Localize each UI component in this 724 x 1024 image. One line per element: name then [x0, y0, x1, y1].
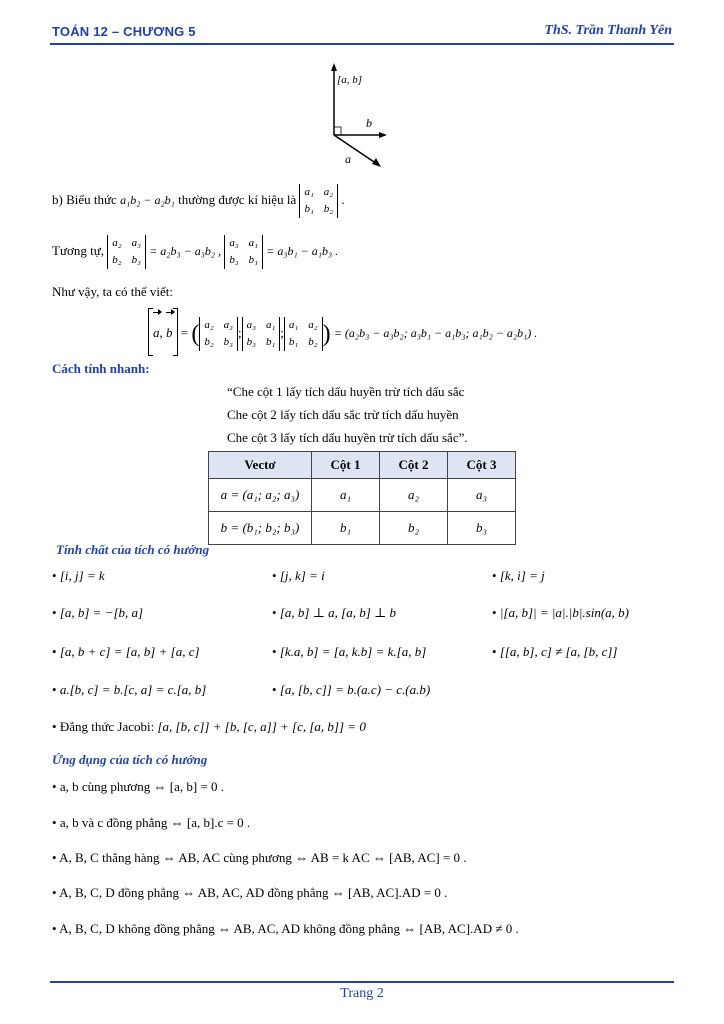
part-b-prefix: b) Biểu thức: [52, 192, 117, 207]
table-cell: b₃: [448, 512, 516, 545]
similar-det-2: a₃ a₁ b₃ b₁: [224, 235, 263, 269]
table-header-cell: Cột 3: [448, 452, 516, 479]
footer-rule: [50, 981, 674, 983]
right-angle-mark: [334, 127, 341, 135]
application-item: • A, B, C, D đồng phẳng ⇔ AB, AC, AD đồng phẳng ⇔ [AB, AC].AD = 0 .: [52, 885, 448, 900]
part-b-middle: thường được kí hiệu là: [178, 192, 297, 207]
property-item: • [k, i] = j: [492, 568, 545, 583]
property-item: • a.[b, c] = b.[c, a] = c.[a, b]: [52, 682, 207, 697]
quick-line-1: “Che cột 1 lấy tích dấu huyền trừ tích dấu sắc: [227, 384, 465, 399]
jacobi-item: • Đẳng thức Jacobi: [a, [b, c]] + [b, [c, a]] + [c, [a, b]] = 0: [52, 719, 366, 734]
similar-prefix: Tương tự,: [52, 243, 105, 258]
a-vector-arrow: [334, 135, 377, 164]
property-item: • [a, b] ⊥ a, [a, b] ⊥ b: [272, 605, 396, 620]
formula-det-3: a₁ a₂ b₁ b₂: [284, 317, 323, 351]
property-item: • [k.a, b] = [a, k.b] = k.[a, b]: [272, 644, 427, 659]
table-cell: a₂: [380, 479, 448, 512]
application-item: • a, b cùng phương ⇔ [a, b] = 0 .: [52, 779, 225, 794]
quick-heading: Cách tính nhanh:: [52, 361, 150, 376]
property-item: • |[a, b]| = |a|.|b|.sin(a, b): [492, 605, 629, 620]
part-b-line: b) Biểu thức a₁b₂ − a₂b₁ thường được kí hiệu là a₁ a₂ b₁ b₂ .: [52, 183, 345, 218]
table-cell: a₁: [312, 479, 380, 512]
figure-label-a: a: [345, 152, 351, 166]
page-number: Trang 2: [340, 986, 384, 1001]
table-header-row: [209, 452, 516, 479]
formula-det-1: a₂ a₃ b₂ b₃: [199, 317, 238, 351]
table-cell: a = (a₁; a₂; a₃): [209, 479, 312, 512]
application-item: • A, B, C thẳng hàng ⇔ AB, AC cùng phương ⇔ AB = k AC ⇔ [AB, AC] = 0 .: [52, 850, 467, 865]
table-row: [209, 512, 516, 545]
cross-arrowhead: [331, 63, 337, 71]
similar-res-1: = a₂b₃ − a₃b₂ ,: [149, 244, 222, 258]
part-b-expr: a₁b₂ − a₂b₁: [120, 193, 175, 207]
quick-line-2: Che cột 2 lấy tích dấu sắc trừ tích dấu huyền: [227, 407, 459, 422]
table-cell: b₂: [380, 512, 448, 545]
table-header-cell: Cột 1: [312, 452, 380, 479]
vector-table: [208, 451, 516, 545]
property-item: • [a, b + c] = [a, b] + [a, c]: [52, 644, 200, 659]
application-item: • A, B, C, D không đồng phẳng ⇔ AB, AC, AD không đồng phẳng ⇔ [AB, AC].AD ≠ 0 .: [52, 921, 519, 936]
a-arrowhead: [372, 158, 381, 167]
table-row: [209, 479, 516, 512]
header-chapter: TOÁN 12 – CHƯƠNG 5: [52, 24, 196, 39]
table-cell: b₁: [312, 512, 380, 545]
property-item: • [a, [b, c]] = b.(a.c) − c.(a.b): [272, 682, 431, 697]
formula-result: = (a₂b₃ − a₃b₂; a₃b₁ − a₁b₃; a₁b₂ − a₂b₁) .: [333, 326, 538, 340]
figure-label-b: b: [366, 116, 372, 130]
similar-det-1: a₂ a₃ b₂ b₃: [107, 235, 146, 269]
similar-line: [52, 234, 338, 269]
header-author: ThS. Trần Thanh Yên: [544, 23, 672, 38]
application-item: • a, b và c đồng phẳng ⇔ [a, b].c = 0 .: [52, 815, 251, 830]
property-item: • [a, b] = −[b, a]: [52, 605, 144, 620]
table-cell: a₃: [448, 479, 516, 512]
applications-heading: Ứng dụng của tích có hướng: [52, 752, 208, 767]
figure-label-cross: [a, b]: [337, 74, 363, 86]
b-arrowhead: [379, 132, 387, 138]
thus-text: Như vậy, ta có thể viết:: [52, 284, 173, 299]
similar-res-2: = a₃b₁ − a₁b₃ .: [266, 244, 339, 258]
quick-line-3: Che cột 3 lấy tích dấu huyền trừ tích dấu sắc”.: [227, 430, 468, 445]
cross-formula: a, b = ( a₂ a₃ b₂ b₃ ; a₃ a₁ b₃ b₁ ; a₁ a₂ b₁ b₂ ) = (a₂b₃ − a₃b₂; a₃b₁ − a₁b₃; a₁b₂ − a₂b₁) .: [148, 310, 537, 354]
property-item: • [i, j] = k: [52, 568, 105, 583]
table-header-cell: Cột 2: [380, 452, 448, 479]
table-cell: b = (b₁; b₂; b₃): [209, 512, 312, 545]
property-item: • [[a, b], c] ≠ [a, [b, c]]: [492, 644, 618, 659]
property-item: • [j, k] = i: [272, 568, 325, 583]
table-header-cell: Vectơ: [209, 452, 312, 479]
header-rule: [50, 43, 674, 45]
properties-heading: Tính chất của tích có hướng: [56, 542, 210, 557]
formula-det-2: a₃ a₁ b₃ b₁: [242, 317, 281, 351]
part-b-determinant: a₁ a₂ b₁ b₂: [299, 184, 338, 218]
